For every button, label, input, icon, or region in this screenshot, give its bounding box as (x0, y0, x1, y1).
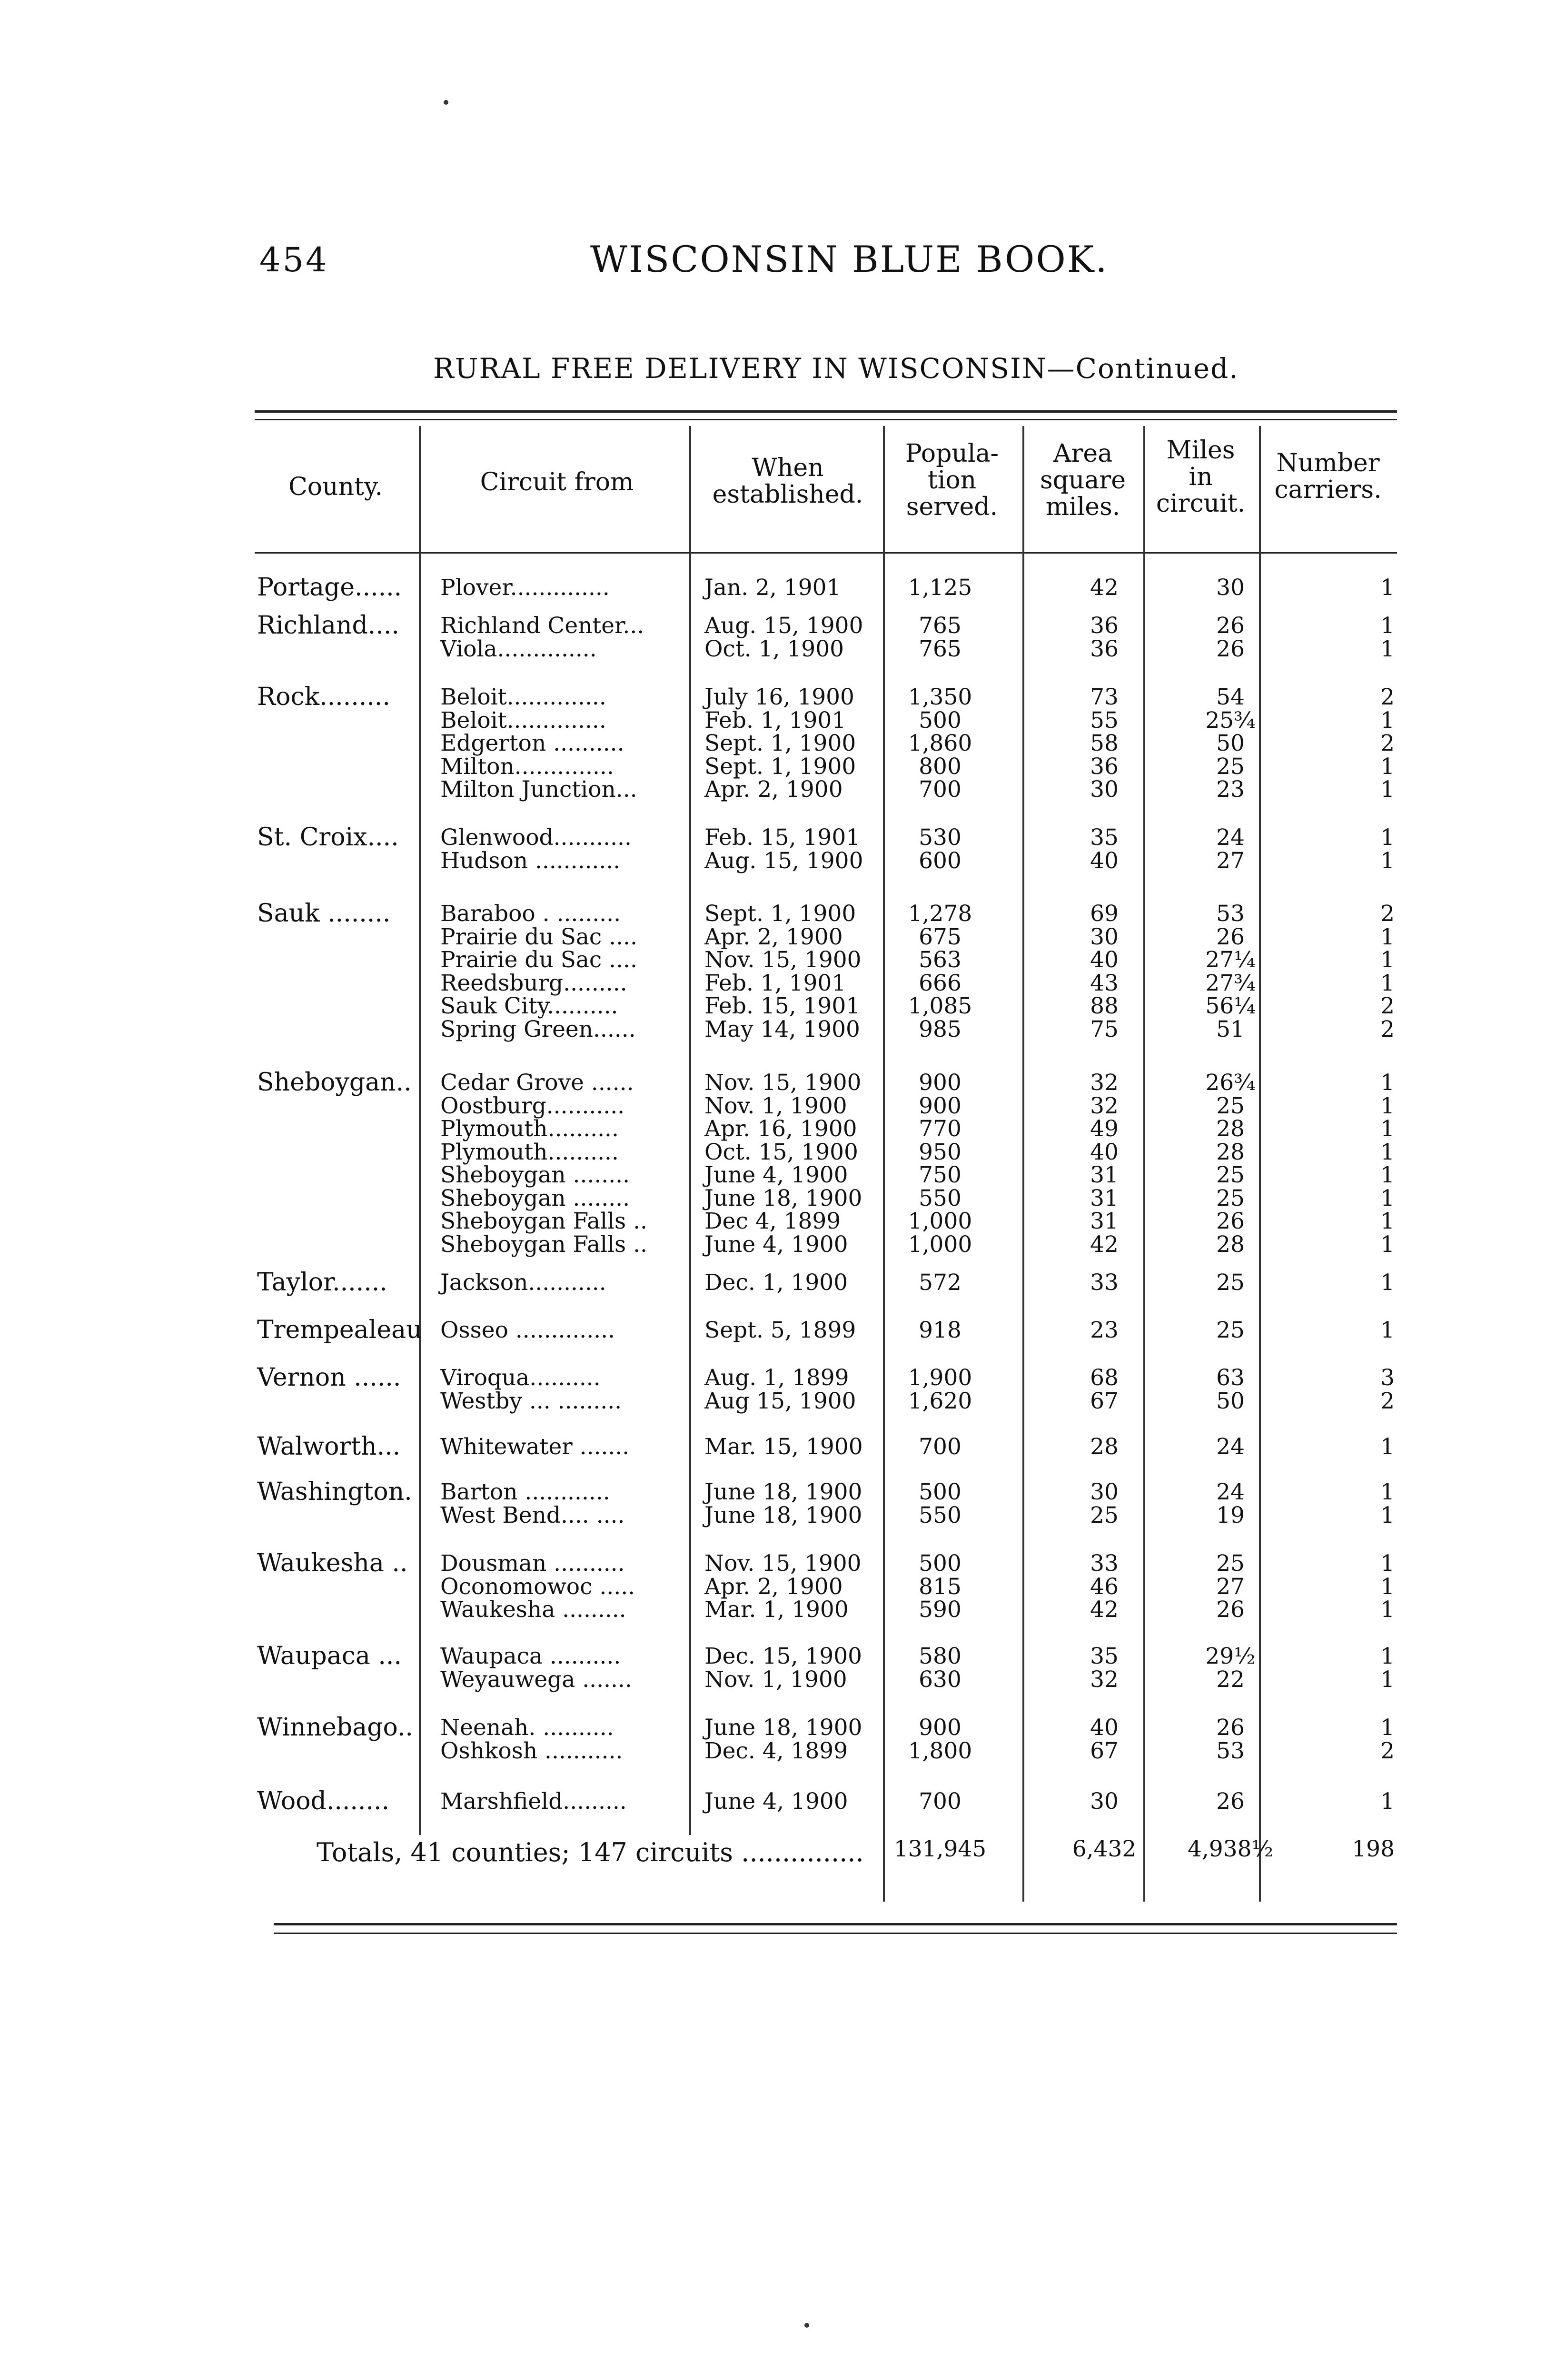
area-square-miles: 69 (1090, 901, 1119, 927)
established-date: June 18, 1900 (704, 1185, 862, 1211)
circuit-name: Sheboygan ........ (440, 1162, 630, 1188)
established-date: Aug. 1, 1899 (704, 1365, 849, 1391)
totals-carriers: 198 (1352, 1836, 1395, 1862)
area-square-miles: 42 (1090, 1597, 1119, 1623)
miles-in-circuit: 26 (1216, 1208, 1245, 1234)
header-miles: Miles in circuit. (1156, 436, 1246, 518)
number-carriers: 1 (1380, 1502, 1395, 1528)
county-name: Portage...... (257, 573, 402, 602)
established-date: Apr. 16, 1900 (704, 1116, 857, 1142)
area-square-miles: 40 (1090, 1715, 1119, 1741)
county-name: Waukesha .. (257, 1549, 408, 1577)
population-served: 630 (919, 1666, 961, 1693)
area-square-miles: 32 (1090, 1093, 1119, 1119)
number-carriers: 2 (1380, 901, 1395, 927)
number-carriers: 2 (1380, 684, 1395, 710)
established-date: Feb. 1, 1901 (704, 707, 846, 734)
county-name: Wood........ (257, 1787, 390, 1815)
miles-in-circuit: 28 (1216, 1231, 1245, 1258)
county-name: Winnebago.. (257, 1713, 413, 1742)
established-date: Feb. 15, 1901 (704, 993, 861, 1019)
miles-in-circuit: 26 (1216, 1715, 1245, 1741)
county-name: Walworth... (257, 1432, 401, 1461)
bottom-rule-2 (274, 1933, 1397, 1934)
circuit-name: Milton.............. (440, 754, 614, 780)
circuit-name: Hudson ............ (440, 848, 621, 874)
population-served: 500 (919, 1550, 961, 1577)
miles-in-circuit: 29½ (1205, 1643, 1256, 1669)
area-square-miles: 49 (1090, 1116, 1119, 1142)
number-carriers: 1 (1380, 848, 1395, 874)
circuit-name: Sheboygan ........ (440, 1185, 630, 1211)
number-carriers: 1 (1380, 1162, 1395, 1188)
county-name: Richland.... (257, 611, 399, 640)
established-date: Sept. 5, 1899 (704, 1317, 856, 1343)
miles-in-circuit: 25¾ (1205, 707, 1256, 734)
miles-in-circuit: 54 (1216, 684, 1245, 710)
miles-in-circuit: 26 (1216, 1597, 1245, 1623)
circuit-name: Reedsburg......... (440, 970, 627, 996)
area-square-miles: 32 (1090, 1070, 1119, 1096)
number-carriers: 1 (1380, 1269, 1395, 1296)
number-carriers: 1 (1380, 1479, 1395, 1505)
population-served: 1,085 (908, 993, 972, 1019)
established-date: Nov. 1, 1900 (704, 1666, 847, 1693)
circuit-name: Prairie du Sac .... (440, 947, 637, 973)
area-square-miles: 40 (1090, 848, 1119, 874)
miles-in-circuit: 53 (1216, 1738, 1245, 1764)
number-carriers: 1 (1380, 1574, 1395, 1600)
population-served: 1,000 (908, 1231, 972, 1258)
established-date: Sept. 1, 1900 (704, 754, 856, 780)
circuit-name: Cedar Grove ...... (440, 1070, 634, 1096)
circuit-name: Jackson........... (440, 1269, 606, 1296)
population-served: 770 (919, 1116, 961, 1142)
area-square-miles: 42 (1090, 575, 1119, 601)
miles-in-circuit: 22 (1216, 1666, 1245, 1693)
number-carriers: 1 (1380, 1643, 1395, 1669)
number-carriers: 1 (1380, 1666, 1395, 1693)
header-population: Popula- tion served. (905, 439, 999, 521)
circuit-name: Dousman .......... (440, 1550, 625, 1577)
area-square-miles: 35 (1090, 824, 1119, 851)
area-square-miles: 25 (1090, 1502, 1119, 1528)
top-rule (255, 410, 1397, 413)
bottom-rule (274, 1923, 1397, 1925)
county-name: Sheboygan.. (257, 1068, 412, 1097)
established-date: June 18, 1900 (704, 1715, 862, 1741)
circuit-name: Viola.............. (440, 636, 597, 662)
header-rule (255, 552, 1397, 554)
miles-in-circuit: 25 (1216, 1550, 1245, 1577)
area-square-miles: 36 (1090, 613, 1119, 639)
number-carriers: 2 (1380, 1738, 1395, 1764)
circuit-name: Oshkosh ........... (440, 1738, 623, 1764)
circuit-name: Westby ... ......... (440, 1388, 622, 1414)
miles-in-circuit: 27 (1216, 1574, 1245, 1600)
col-sep-circuit (689, 426, 691, 1835)
population-served: 1,860 (908, 730, 972, 756)
area-square-miles: 30 (1090, 924, 1119, 950)
population-served: 700 (919, 776, 961, 803)
header-area: Area square miles. (1040, 439, 1126, 521)
circuit-name: Oostburg........... (440, 1093, 625, 1119)
number-carriers: 2 (1380, 993, 1395, 1019)
area-square-miles: 46 (1090, 1574, 1119, 1600)
miles-in-circuit: 25 (1216, 1317, 1245, 1343)
population-served: 800 (919, 754, 961, 780)
circuit-name: Osseo .............. (440, 1317, 615, 1343)
miles-in-circuit: 27¼ (1205, 947, 1256, 973)
circuit-name: Whitewater ....... (440, 1434, 630, 1460)
number-carriers: 1 (1380, 924, 1395, 950)
area-square-miles: 67 (1090, 1738, 1119, 1764)
number-carriers: 2 (1380, 1016, 1395, 1042)
number-carriers: 1 (1380, 613, 1395, 639)
established-date: June 4, 1900 (704, 1231, 848, 1258)
established-date: Dec. 15, 1900 (704, 1643, 862, 1669)
number-carriers: 1 (1380, 1208, 1395, 1234)
number-carriers: 1 (1380, 636, 1395, 662)
population-served: 765 (919, 613, 961, 639)
miles-in-circuit: 56¼ (1205, 993, 1256, 1019)
established-date: Apr. 2, 1900 (704, 924, 843, 950)
area-square-miles: 33 (1090, 1269, 1119, 1296)
number-carriers: 1 (1380, 1070, 1395, 1096)
area-square-miles: 32 (1090, 1666, 1119, 1693)
area-square-miles: 31 (1090, 1162, 1119, 1188)
county-name: Waupaca ... (257, 1642, 402, 1670)
population-served: 600 (919, 848, 961, 874)
established-date: Oct. 1, 1900 (704, 636, 844, 662)
totals-miles: 4,938½ (1187, 1836, 1274, 1862)
number-carriers: 1 (1380, 1139, 1395, 1165)
population-served: 530 (919, 824, 961, 851)
established-date: Apr. 2, 1900 (704, 1574, 843, 1600)
population-served: 1,125 (908, 575, 972, 601)
established-date: Aug 15, 1900 (704, 1388, 856, 1414)
number-carriers: 1 (1380, 824, 1395, 851)
miles-in-circuit: 63 (1216, 1365, 1245, 1391)
area-square-miles: 30 (1090, 1788, 1119, 1815)
established-date: Aug. 15, 1900 (704, 848, 863, 874)
area-square-miles: 36 (1090, 636, 1119, 662)
number-carriers: 1 (1380, 947, 1395, 973)
population-served: 550 (919, 1502, 961, 1528)
population-served: 500 (919, 1479, 961, 1505)
established-date: Nov. 15, 1900 (704, 947, 862, 973)
miles-in-circuit: 28 (1216, 1116, 1245, 1142)
col-sep-county (419, 426, 421, 1835)
established-date: Nov. 15, 1900 (704, 1550, 862, 1577)
number-carriers: 1 (1380, 1185, 1395, 1211)
number-carriers: 1 (1380, 1116, 1395, 1142)
print-speck (444, 100, 448, 105)
area-square-miles: 28 (1090, 1434, 1119, 1460)
miles-in-circuit: 24 (1216, 1434, 1245, 1460)
number-carriers: 1 (1380, 1093, 1395, 1119)
population-served: 1,620 (908, 1388, 972, 1414)
circuit-name: Beloit.............. (440, 684, 606, 710)
area-square-miles: 23 (1090, 1317, 1119, 1343)
population-served: 900 (919, 1070, 961, 1096)
miles-in-circuit: 25 (1216, 1162, 1245, 1188)
established-date: Feb. 15, 1901 (704, 824, 861, 851)
established-date: June 4, 1900 (704, 1162, 848, 1188)
miles-in-circuit: 26¾ (1205, 1070, 1256, 1096)
population-served: 815 (919, 1574, 961, 1600)
population-served: 590 (919, 1597, 961, 1623)
population-served: 900 (919, 1715, 961, 1741)
population-served: 700 (919, 1788, 961, 1815)
header-circuit: Circuit from (480, 468, 634, 496)
area-square-miles: 31 (1090, 1185, 1119, 1211)
population-served: 900 (919, 1093, 961, 1119)
circuit-name: Prairie du Sac .... (440, 924, 637, 950)
established-date: Apr. 2, 1900 (704, 776, 843, 803)
area-square-miles: 33 (1090, 1550, 1119, 1577)
miles-in-circuit: 28 (1216, 1139, 1245, 1165)
totals-label: Totals, 41 counties; 147 circuits ............... (317, 1837, 864, 1867)
population-served: 500 (919, 707, 961, 734)
population-served: 765 (919, 636, 961, 662)
county-name: St. Croix.... (257, 823, 399, 852)
population-served: 580 (919, 1643, 961, 1669)
circuit-name: Sheboygan Falls .. (440, 1231, 647, 1258)
circuit-name: Oconomowoc ..... (440, 1574, 635, 1600)
population-served: 1,278 (908, 901, 972, 927)
col-sep-population (1022, 426, 1024, 1902)
totals-population: 131,945 (893, 1836, 987, 1862)
circuit-name: Sauk City.......... (440, 993, 618, 1019)
area-square-miles: 36 (1090, 754, 1119, 780)
miles-in-circuit: 26 (1216, 1788, 1245, 1815)
table-subtitle: RURAL FREE DELIVERY IN WISCONSIN—Continued. (433, 352, 1239, 385)
county-name: Washington. (257, 1478, 412, 1506)
header-carriers: Number carriers. (1274, 449, 1382, 504)
population-served: 1,900 (908, 1365, 972, 1391)
number-carriers: 1 (1380, 707, 1395, 734)
miles-in-circuit: 30 (1216, 575, 1245, 601)
county-name: Rock......... (257, 683, 390, 711)
population-served: 985 (919, 1016, 961, 1042)
circuit-name: Spring Green...... (440, 1016, 636, 1042)
miles-in-circuit: 25 (1216, 754, 1245, 780)
miles-in-circuit: 25 (1216, 1185, 1245, 1211)
area-square-miles: 58 (1090, 730, 1119, 756)
population-served: 918 (919, 1317, 961, 1343)
area-square-miles: 67 (1090, 1388, 1119, 1414)
miles-in-circuit: 50 (1216, 730, 1245, 756)
population-served: 700 (919, 1434, 961, 1460)
county-name: Trempealeau (257, 1316, 422, 1344)
population-served: 675 (919, 924, 961, 950)
top-rule-2 (255, 419, 1397, 420)
area-square-miles: 40 (1090, 1139, 1119, 1165)
established-date: June 18, 1900 (704, 1479, 862, 1505)
miles-in-circuit: 19 (1216, 1502, 1245, 1528)
miles-in-circuit: 26 (1216, 613, 1245, 639)
circuit-name: Marshfield......... (440, 1788, 627, 1815)
number-carriers: 1 (1380, 1550, 1395, 1577)
established-date: Oct. 15, 1900 (704, 1139, 858, 1165)
established-date: June 4, 1900 (704, 1788, 848, 1815)
circuit-name: Milton Junction... (440, 776, 637, 803)
circuit-name: Barton ............ (440, 1479, 610, 1505)
population-served: 1,350 (908, 684, 972, 710)
number-carriers: 1 (1380, 1597, 1395, 1623)
number-carriers: 1 (1380, 1715, 1395, 1741)
miles-in-circuit: 24 (1216, 1479, 1245, 1505)
miles-in-circuit: 25 (1216, 1093, 1245, 1119)
area-square-miles: 43 (1090, 970, 1119, 996)
number-carriers: 3 (1380, 1365, 1395, 1391)
number-carriers: 1 (1380, 1317, 1395, 1343)
established-date: Feb. 1, 1901 (704, 970, 846, 996)
established-date: Dec. 1, 1900 (704, 1269, 848, 1296)
circuit-name: Beloit.............. (440, 707, 606, 734)
area-square-miles: 75 (1090, 1016, 1119, 1042)
number-carriers: 1 (1380, 575, 1395, 601)
population-served: 1,800 (908, 1738, 972, 1764)
established-date: Dec 4, 1899 (704, 1208, 841, 1234)
established-date: May 14, 1900 (704, 1016, 860, 1042)
circuit-name: Waupaca .......... (440, 1643, 621, 1669)
established-date: Dec. 4, 1899 (704, 1738, 848, 1764)
print-speck (804, 2323, 809, 2328)
circuit-name: Glenwood........... (440, 824, 632, 851)
number-carriers: 2 (1380, 1388, 1395, 1414)
miles-in-circuit: 51 (1216, 1016, 1245, 1042)
number-carriers: 1 (1380, 754, 1395, 780)
circuit-name: Waukesha ......... (440, 1597, 626, 1623)
established-date: Aug. 15, 1900 (704, 613, 863, 639)
circuit-name: West Bend.... .... (440, 1502, 625, 1528)
circuit-name: Plover.............. (440, 575, 610, 601)
established-date: Jan. 2, 1901 (704, 575, 841, 601)
circuit-name: Sheboygan Falls .. (440, 1208, 647, 1234)
miles-in-circuit: 26 (1216, 924, 1245, 950)
area-square-miles: 42 (1090, 1231, 1119, 1258)
number-carriers: 1 (1380, 1231, 1395, 1258)
number-carriers: 2 (1380, 730, 1395, 756)
area-square-miles: 88 (1090, 993, 1119, 1019)
population-served: 1,000 (908, 1208, 972, 1234)
circuit-name: Neenah. .......... (440, 1715, 614, 1741)
county-name: Sauk ........ (257, 899, 391, 928)
totals-area: 6,432 (1072, 1836, 1137, 1862)
established-date: Mar. 15, 1900 (704, 1434, 863, 1460)
population-served: 572 (919, 1269, 961, 1296)
established-date: Nov. 15, 1900 (704, 1070, 862, 1096)
running-title: WISCONSIN BLUE BOOK. (590, 238, 1109, 280)
established-date: Mar. 1, 1900 (704, 1597, 849, 1623)
miles-in-circuit: 27 (1216, 848, 1245, 874)
header-county: County. (288, 473, 383, 501)
area-square-miles: 55 (1090, 707, 1119, 734)
miles-in-circuit: 25 (1216, 1269, 1245, 1296)
number-carriers: 1 (1380, 970, 1395, 996)
population-served: 950 (919, 1139, 961, 1165)
established-date: June 18, 1900 (704, 1502, 862, 1528)
area-square-miles: 40 (1090, 947, 1119, 973)
circuit-name: Richland Center... (440, 613, 644, 639)
miles-in-circuit: 23 (1216, 776, 1245, 803)
area-square-miles: 68 (1090, 1365, 1119, 1391)
circuit-name: Plymouth.......... (440, 1139, 619, 1165)
page-number: 454 (259, 240, 329, 279)
number-carriers: 1 (1380, 1434, 1395, 1460)
population-served: 563 (919, 947, 961, 973)
population-served: 666 (919, 970, 961, 996)
established-date: Nov. 1, 1900 (704, 1093, 847, 1119)
area-square-miles: 73 (1090, 684, 1119, 710)
miles-in-circuit: 24 (1216, 824, 1245, 851)
established-date: Sept. 1, 1900 (704, 730, 856, 756)
population-served: 550 (919, 1185, 961, 1211)
county-name: Taylor....... (257, 1268, 387, 1297)
number-carriers: 1 (1380, 776, 1395, 803)
area-square-miles: 30 (1090, 776, 1119, 803)
circuit-name: Weyauwega ....... (440, 1666, 632, 1693)
miles-in-circuit: 50 (1216, 1388, 1245, 1414)
established-date: Sept. 1, 1900 (704, 901, 856, 927)
circuit-name: Edgerton .......... (440, 730, 624, 756)
miles-in-circuit: 27¾ (1205, 970, 1256, 996)
population-served: 750 (919, 1162, 961, 1188)
circuit-name: Baraboo . ......... (440, 901, 621, 927)
county-name: Vernon ...... (257, 1363, 401, 1392)
number-carriers: 1 (1380, 1788, 1395, 1815)
established-date: July 16, 1900 (704, 684, 854, 710)
area-square-miles: 35 (1090, 1643, 1119, 1669)
circuit-name: Viroqua.......... (440, 1365, 601, 1391)
area-square-miles: 30 (1090, 1479, 1119, 1505)
miles-in-circuit: 26 (1216, 636, 1245, 662)
header-established: When established. (712, 454, 863, 509)
circuit-name: Plymouth.......... (440, 1116, 619, 1142)
area-square-miles: 31 (1090, 1208, 1119, 1234)
miles-in-circuit: 53 (1216, 901, 1245, 927)
